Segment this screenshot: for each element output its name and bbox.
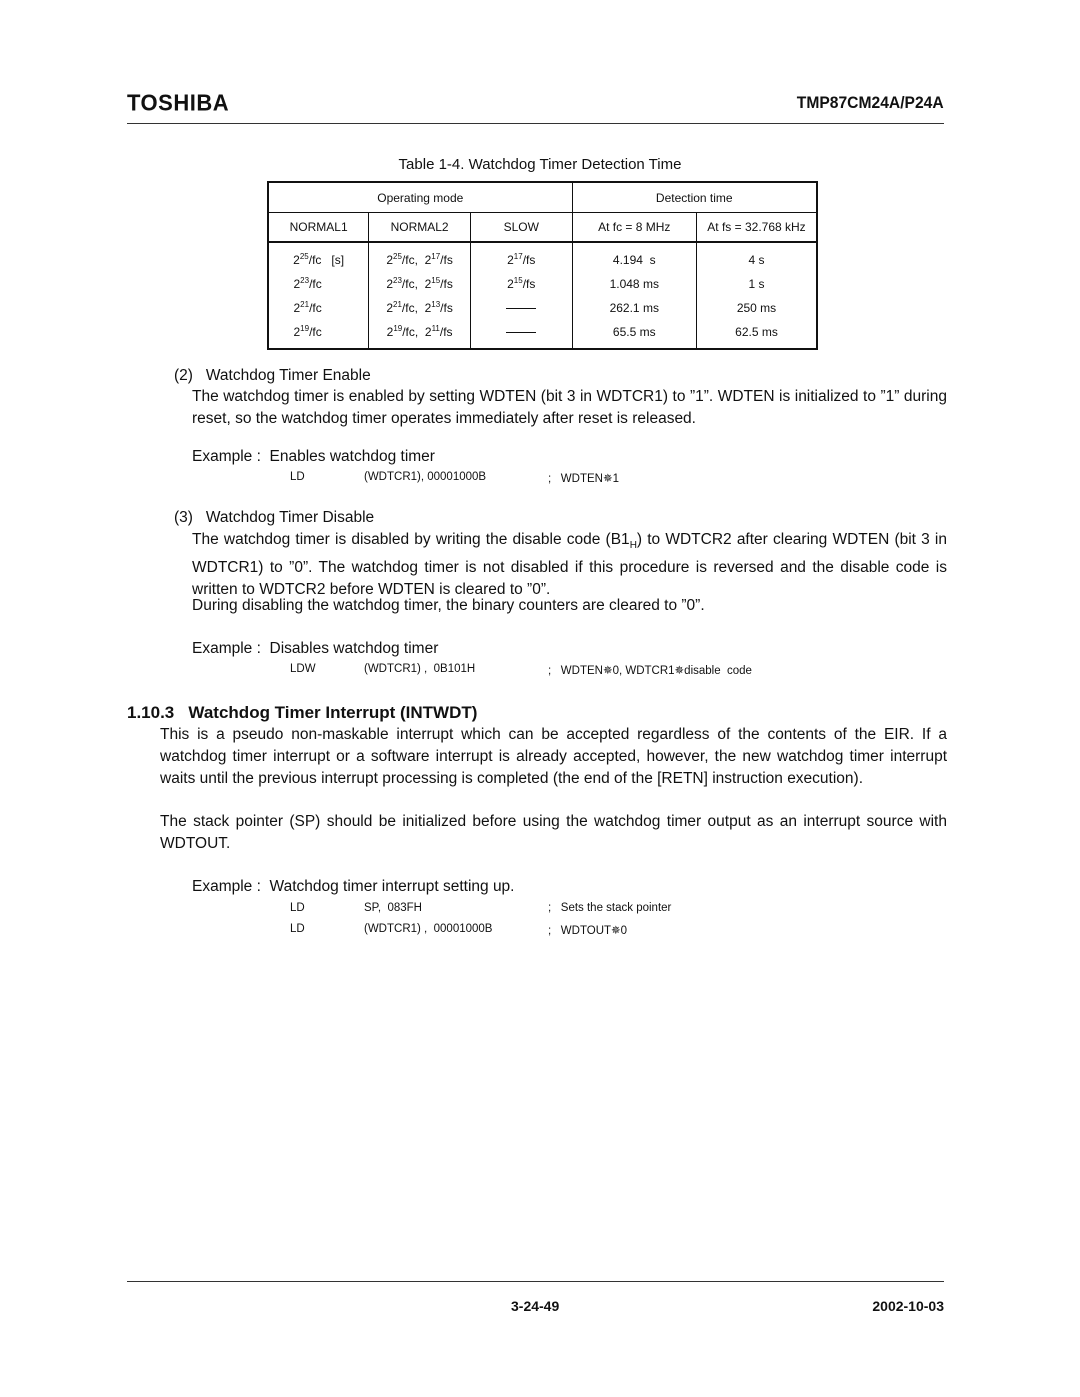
code-comment: ; WDTEN✵0, WDTCR1✵disable code bbox=[548, 665, 752, 677]
disable-body: The watchdog timer is disabled by writing the disable code $(B1_H)$ to WDTCR2 after clearing WDTEN (bit 3 in WDTCR1) to ”0”. The watchdog timer is not disabled if this procedure is reversed and the disable code is written to WDTCR2 before WDTEN is cleared to ”0”. bbox=[192, 531, 947, 599]
cell-fs: 4 s bbox=[697, 242, 818, 272]
column-header: SLOW bbox=[470, 213, 572, 243]
cell-normal1: $2^{21}/fc$ bbox=[268, 296, 369, 320]
table-row bbox=[268, 320, 817, 349]
section-heading: 1.10.3 Watchdog Timer Interrupt (INTWDT) bbox=[127, 703, 478, 722]
disable-body-2: During disabling the watchdog timer, the binary counters are cleared to ”0”. bbox=[192, 597, 705, 614]
group-header-operating-mode: Operating mode bbox=[268, 182, 572, 213]
code-operand: (WDTCR1), 00001000B bbox=[364, 471, 487, 483]
intwdt-body-1: This is a pseudo non-maskable interrupt which can be accepted regardless of the contents of the EIR. If a watchdog timer interrupt or a software interrupt is already accepted, however, the new watchdog timer interrupt waits until the previous interrupt processing is completed (the end of the [RETN] instruction execution). bbox=[160, 726, 947, 787]
cell-normal1: $2^{19}/fc$ bbox=[268, 320, 369, 349]
dash-icon bbox=[506, 308, 536, 309]
table-title: Table 1-4. Watchdog Timer Detection Time bbox=[398, 156, 682, 173]
cell-fs: 62.5 ms bbox=[697, 320, 818, 349]
code-op: LD bbox=[290, 471, 305, 483]
detection-time-table bbox=[267, 181, 818, 350]
section-title-enable: (2) Watchdog Timer Enable bbox=[174, 367, 371, 384]
cell-slow bbox=[470, 296, 572, 320]
code-op: LD bbox=[290, 923, 305, 935]
cell-fc: 262.1 ms bbox=[572, 296, 696, 320]
section-title-disable: (3) Watchdog Timer Disable bbox=[174, 509, 375, 526]
code-line bbox=[0, 902, 1080, 918]
page-number: 3-24-49 bbox=[511, 1298, 560, 1314]
disable-example-label: Example : Disables watchdog timer bbox=[192, 640, 439, 657]
code-comment: ; WDTEN✵1 bbox=[548, 473, 619, 485]
table-row bbox=[268, 272, 817, 296]
cell-normal1: $2^{25}/fc$ [s] bbox=[268, 242, 369, 272]
code-line bbox=[0, 663, 1080, 679]
cell-slow: $2^{15}/fs$ bbox=[470, 272, 572, 296]
footer-rule bbox=[127, 1281, 944, 1282]
cell-normal2: $2^{25}/fc$, $2^{17}/fs$ bbox=[369, 242, 471, 272]
column-header: NORMAL2 bbox=[369, 213, 471, 243]
table-row bbox=[268, 242, 817, 272]
cell-slow: $2^{17}/fs$ bbox=[470, 242, 572, 272]
column-header: NORMAL1 bbox=[268, 213, 369, 243]
group-header-detection-time: Detection time bbox=[572, 182, 817, 213]
code-line bbox=[0, 471, 1080, 487]
code-op: LDW bbox=[290, 663, 316, 675]
header-rule bbox=[127, 123, 944, 124]
column-header: At fs = 32.768 kHz bbox=[697, 213, 818, 243]
document-date: 2002-10-03 bbox=[872, 1298, 944, 1314]
code-operand: (WDTCR1) , 0B101H bbox=[364, 663, 476, 675]
cell-fc: 1.048 ms bbox=[572, 272, 696, 296]
enable-body: The watchdog timer is enabled by setting WDTEN (bit 3 in WDTCR1) to ”1”. WDTEN is initialized to ”1” during reset, so the watchdog timer operates immediately after reset is released. bbox=[192, 388, 947, 427]
code-comment: ; Sets the stack pointer bbox=[548, 902, 672, 914]
brand-logo: TOSHIBA bbox=[127, 89, 230, 116]
code-operand: SP, 083FH bbox=[364, 902, 422, 914]
cell-fc: 65.5 ms bbox=[572, 320, 696, 349]
cell-fs: 1 s bbox=[697, 272, 818, 296]
table-row bbox=[268, 296, 817, 320]
column-header: At fc = 8 MHz bbox=[572, 213, 696, 243]
intwdt-example-label: Example : Watchdog timer interrupt setting up. bbox=[192, 878, 515, 895]
enable-example-label: Example : Enables watchdog timer bbox=[192, 448, 435, 465]
cell-slow bbox=[470, 320, 572, 349]
cell-fs: 250 ms bbox=[697, 296, 818, 320]
dash-icon bbox=[506, 332, 536, 333]
cell-normal2: $2^{21}/fc$, $2^{13}/fs$ bbox=[369, 296, 471, 320]
code-operand: (WDTCR1) , 00001000B bbox=[364, 923, 493, 935]
cell-normal2: $2^{23}/fc$, $2^{15}/fs$ bbox=[369, 272, 471, 296]
code-op: LD bbox=[290, 902, 305, 914]
intwdt-body-2: The stack pointer (SP) should be initialized before using the watchdog timer output as an interrupt source with WDTOUT. bbox=[160, 813, 947, 852]
cell-normal1: $2^{23}/fc$ bbox=[268, 272, 369, 296]
cell-normal2: $2^{19}/fc$, $2^{11}/fs$ bbox=[369, 320, 471, 349]
part-number: TMP87CM24A/P24A bbox=[797, 93, 944, 112]
cell-fc: 4.194 s bbox=[572, 242, 696, 272]
code-comment: ; WDTOUT✵0 bbox=[548, 925, 628, 937]
code-line bbox=[0, 923, 1080, 939]
